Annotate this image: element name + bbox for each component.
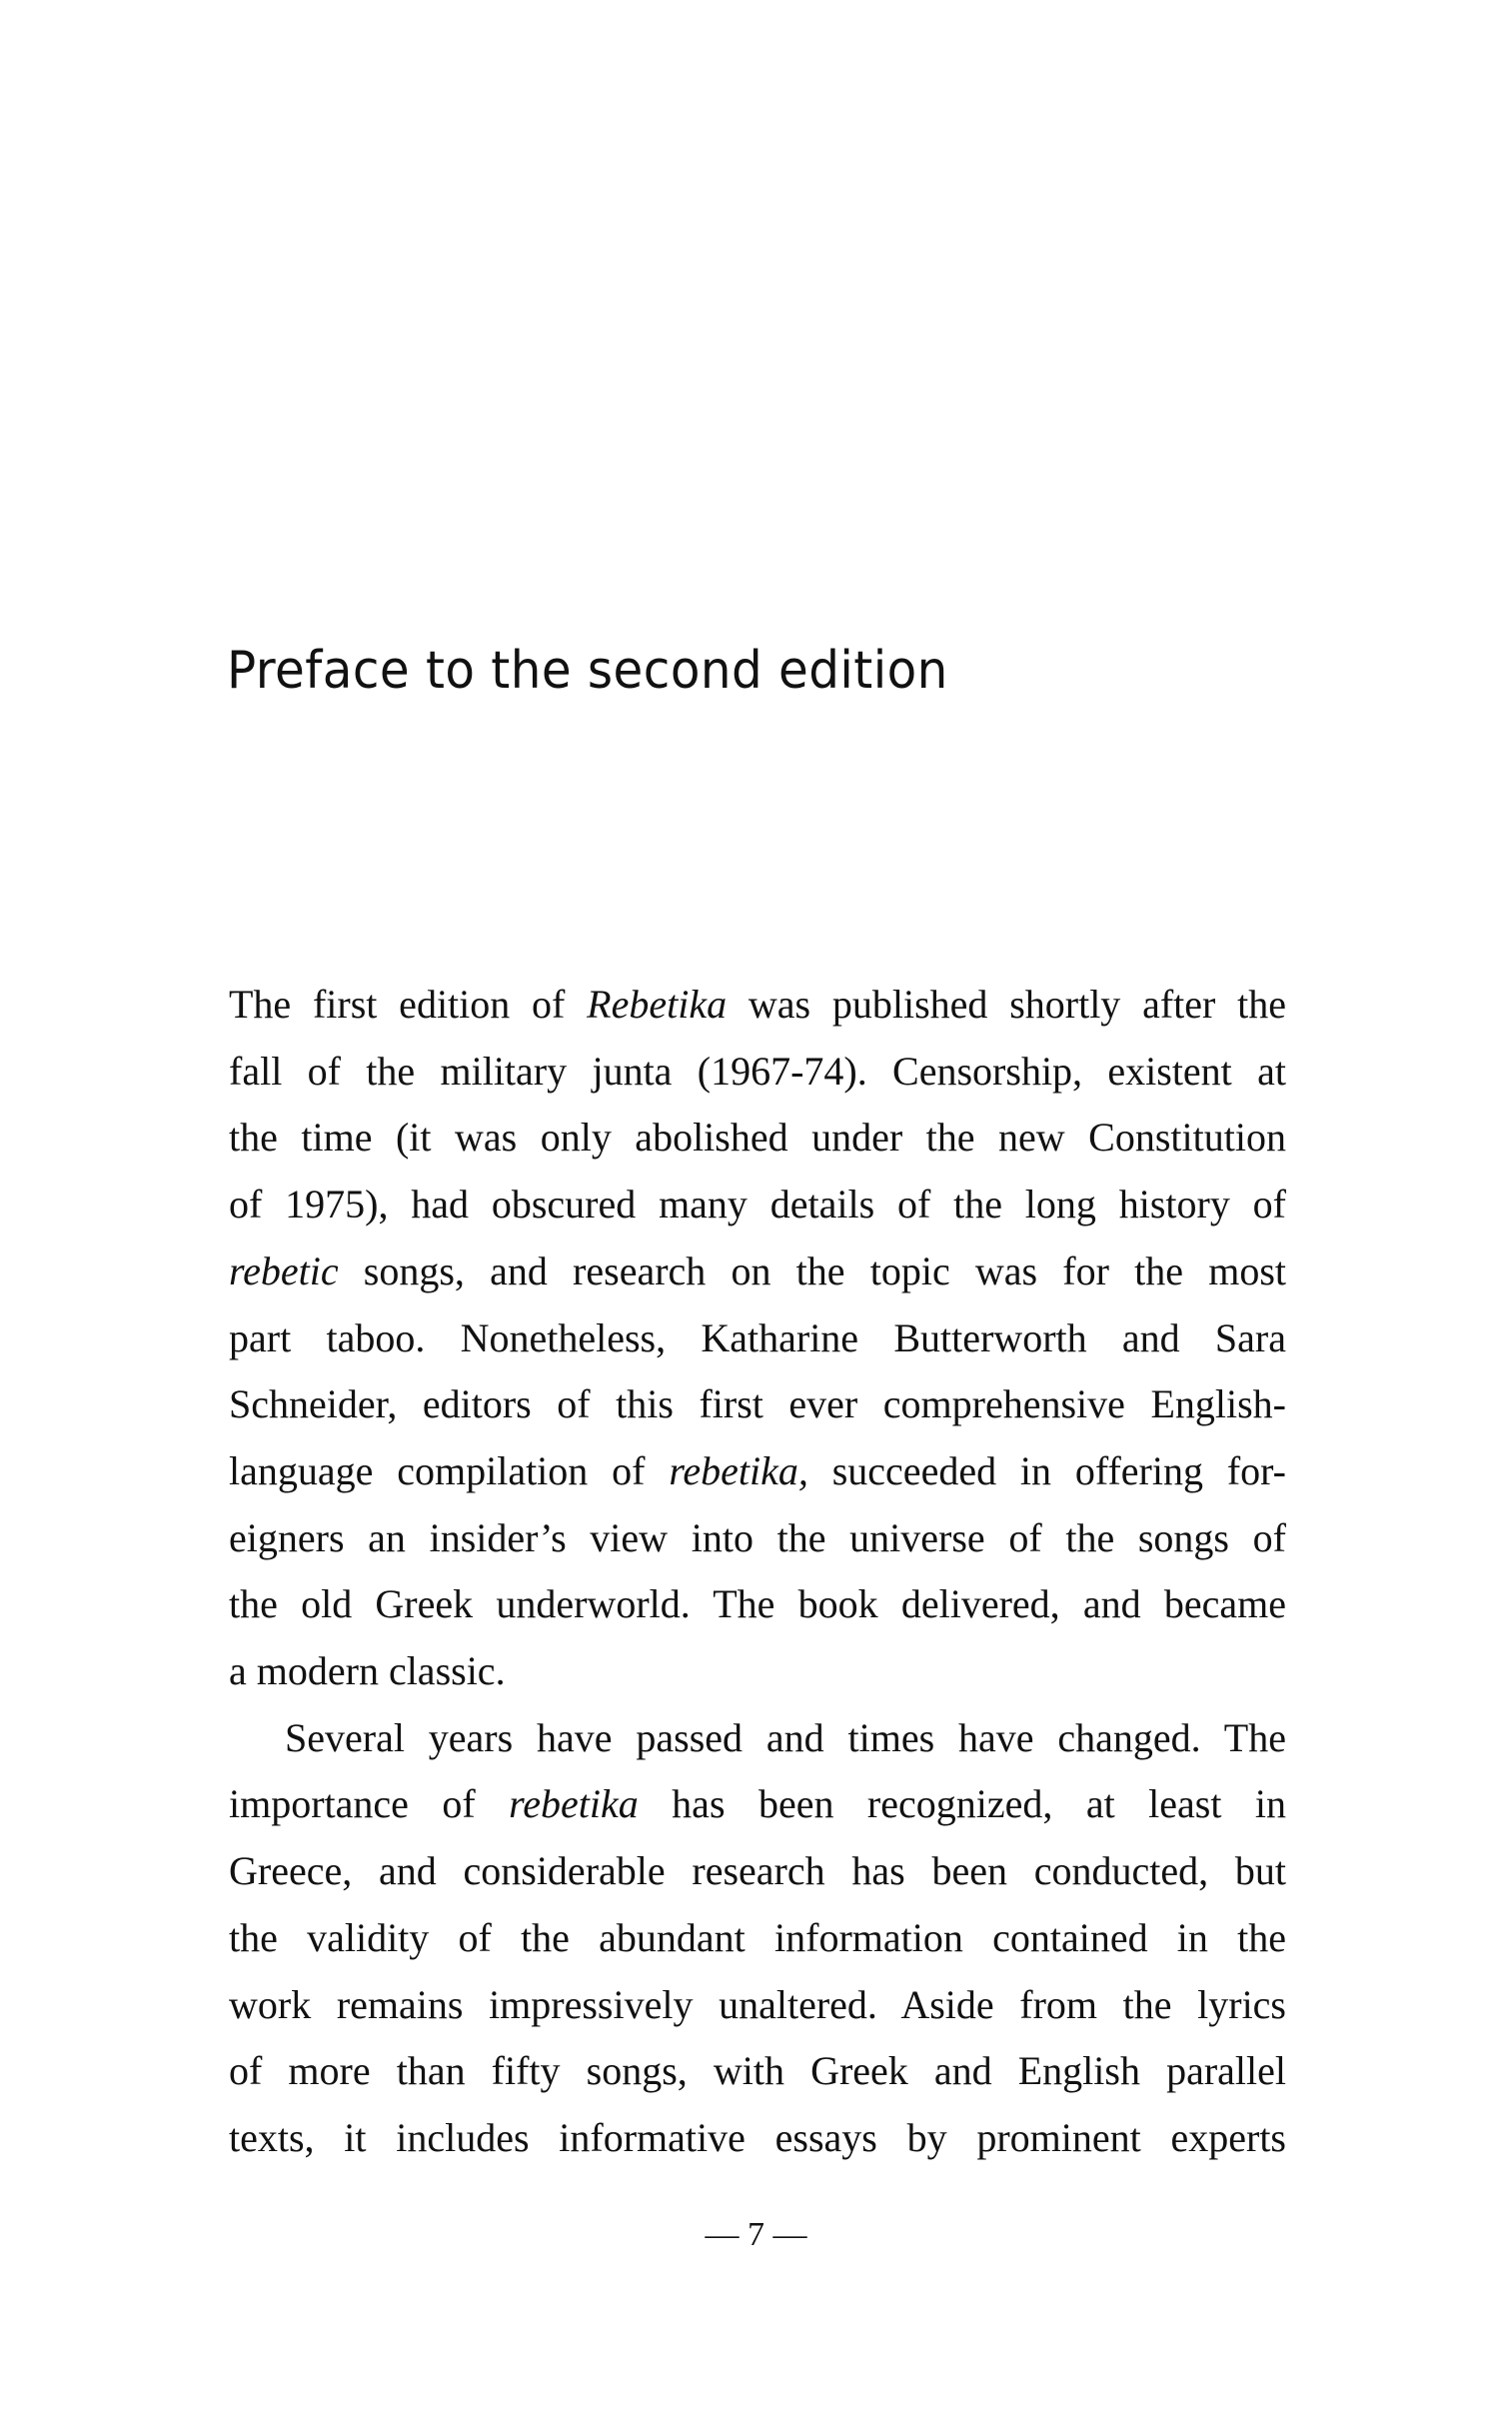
italic-term: Rebetika <box>587 982 728 1027</box>
text-line: the validity of the abundant information contained in the <box>229 1914 1286 1960</box>
text-line: of more than fifty songs, with Greek and English parallel <box>229 2048 1286 2094</box>
page-number: — 7 — <box>705 2216 807 2253</box>
text-line: work remains impressively unaltered. Aside from the lyrics <box>229 1981 1286 2027</box>
text-line: fall of the military junta (1967-74). Censorship, existent at <box>229 1048 1286 1094</box>
italic-term: rebetic <box>229 1247 339 1293</box>
text-line: language compilation of rebetika, succeeded in offering for- <box>229 1447 1286 1493</box>
paragraph <box>229 972 1286 1705</box>
text-line: the time (it was only abolished under the new Constitution <box>229 1115 1286 1161</box>
text-line: rebetic songs, and research on the topic was for the most <box>229 1247 1286 1293</box>
text-line: The first edition of Rebetika was published shortly after the <box>229 982 1286 1027</box>
text-line: part taboo. Nonetheless, Katharine Butterworth and Sara <box>229 1314 1286 1360</box>
text-line: importance of rebetika has been recognized, at least in <box>229 1781 1286 1827</box>
italic-term: rebetika <box>509 1781 639 1827</box>
text-line: texts, it includes informative essays by prominent experts <box>229 2114 1286 2160</box>
text-line: the old Greek underworld. The book delivered, and became <box>229 1581 1286 1627</box>
text-line: of 1975), had obscured many details of the long history of <box>229 1182 1286 1227</box>
paragraph <box>229 1705 1286 2172</box>
chapter-title: Preface to the second edition <box>227 641 948 701</box>
text-line: Greece, and considerable research has been conducted, but <box>229 1848 1286 1894</box>
italic-term: rebetika, <box>669 1447 808 1493</box>
body-text <box>229 972 1286 2172</box>
text-line: a modern classic. <box>229 1648 506 1694</box>
text-line: Several years have passed and times have changed. The <box>285 1714 1286 1760</box>
text-line: Schneider, editors of this first ever comprehensive English- <box>229 1381 1286 1427</box>
text-line: eigners an insider’s view into the universe of the songs of <box>229 1514 1286 1560</box>
